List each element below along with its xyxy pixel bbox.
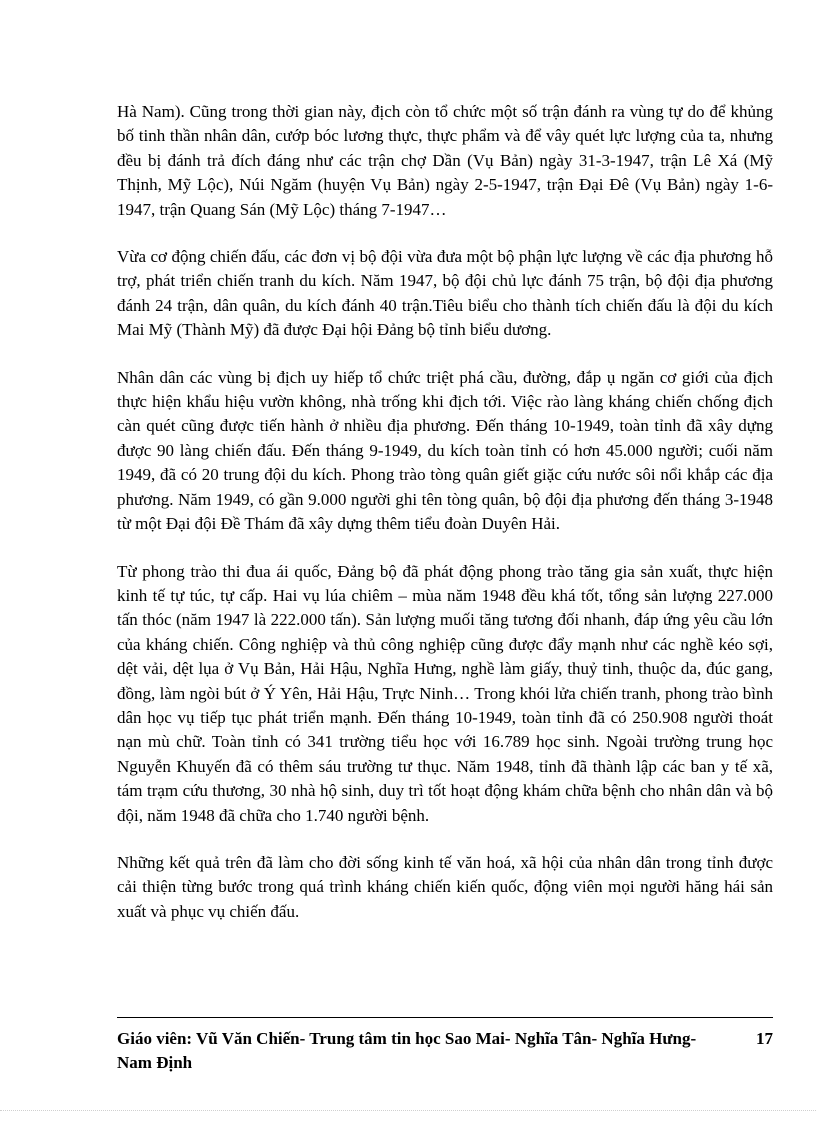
page-number: 17 (756, 1029, 773, 1048)
paragraph-3: Nhân dân các vùng bị địch uy hiếp tổ chức triệt phá cầu, đường, đắp ụ ngăn cơ giới của địch thực hiện khẩu hiệu vườn không, nhà trống khi địch tới. Việc rào làng kháng chiến chống địch càn quét cũng được tiến hành ở nhiều địa phương. Đến tháng 10-1949, toàn tỉnh đã xây dựng được 90 làng chiến đấu. Đến tháng 9-1949, du kích toàn tỉnh có hơn 45.000 người; cuối năm 1949, đã có 20 trung đội du kích. Phong trào tòng quân giết giặc cứu nước sôi nổi khắp các địa phương. Năm 1949, có gần 9.000 người ghi tên tòng quân, bộ đội địa phương đến tháng 3-1948 từ một Đại đội Đề Thám đã xây dựng thêm tiểu đoàn Duyên Hải. (117, 367, 773, 534)
paragraph-5: Những kết quả trên đã làm cho đời sống kinh tế văn hoá, xã hội của nhân dân trong tỉnh được cải thiện từng bước trong quá trình kháng chiến kiến quốc, động viên mọi người hăng hái sản xuất và phục vụ chiến đấu. (117, 852, 773, 921)
page-bottom-border (0, 1110, 816, 1111)
footer-author-text: Giáo viên: Vũ Văn Chiến- Trung tâm tin học Sao Mai- Nghĩa Tân- Nghĩa Hưng- Nam Định (117, 1029, 697, 1072)
paragraph-4: Từ phong trào thi đua ái quốc, Đảng bộ đã phát động phong trào tăng gia sản xuất, thực hiện kinh tế tự túc, tự cấp. Hai vụ lúa chiêm – mùa năm 1948 đều khá tốt, tổng sản lượng 227.000 tấn thóc (năm 1947 là 222.000 tấn). Sản lượng muối tăng tương đối nhanh, đáp ứng yêu cầu lớn của kháng chiến. Công nghiệp và thủ công nghiệp cũng được đẩy mạnh như các nghề kéo sợi, dệt vải, dệt lụa ở Vụ Bản, Hải Hậu, Nghĩa Hưng, nghề làm giấy, thuỷ tinh, thuộc da, đúc gang, đồng, làm ngòi bút ở Ý Yên, Hải Hậu, Trực Ninh… Trong khói lửa chiến tranh, phong trào bình dân học vụ tiếp tục phát triển mạnh. Đến tháng 10-1949, toàn tỉnh đã có 250.908 người thoát nạn mù chữ. Toàn tỉnh có 341 trường tiểu học với 16.789 học sinh. Ngoài trường trung học Nguyễn Khuyến đã có thêm sáu trường tư thục. Năm 1948, tỉnh đã thành lập các ban y tế xã, tám trạm cứu thương, 30 nhà hộ sinh, duy trì tốt hoạt động khám chữa bệnh cho nhân dân và bộ đội, năm 1948 đã chữa cho 1.740 người bệnh. (117, 561, 773, 825)
body-text (117, 100, 773, 947)
paragraph-2: Vừa cơ động chiến đấu, các đơn vị bộ đội vừa đưa một bộ phận lực lượng về các địa phương hỗ trợ, phát triển chiến tranh du kích. Năm 1947, bộ đội chủ lực đánh 75 trận, bộ đội địa phương đánh 24 trận, dân quân, du kích đánh 40 trận.Tiêu biểu cho thành tích chiến đấu là đội du kích Mai Mỹ (Thành Mỹ) đã được Đại hội Đảng bộ tỉnh biểu dương. (117, 247, 773, 340)
page-footer (117, 1027, 773, 1075)
footer-divider (117, 1017, 773, 1018)
paragraph-1: Hà Nam). Cũng trong thời gian này, địch còn tổ chức một số trận đánh ra vùng tự do để khủng bố tinh thần nhân dân, cướp bóc lương thực, thực phẩm và để vây quét lực lượng của ta, nhưng đều bị đánh trả đích đáng như các trận chợ Dần (Vụ Bản) ngày 31-3-1947, trận Lê Xá (Mỹ Thịnh, Mỹ Lộc), Núi Ngăm (huyện Vụ Bản) ngày 2-5-1947, trận Đại Đê (Vụ Bản) ngày 1-6-1947, trận Quang Sán (Mỹ Lộc) tháng 7-1947… (117, 102, 773, 219)
